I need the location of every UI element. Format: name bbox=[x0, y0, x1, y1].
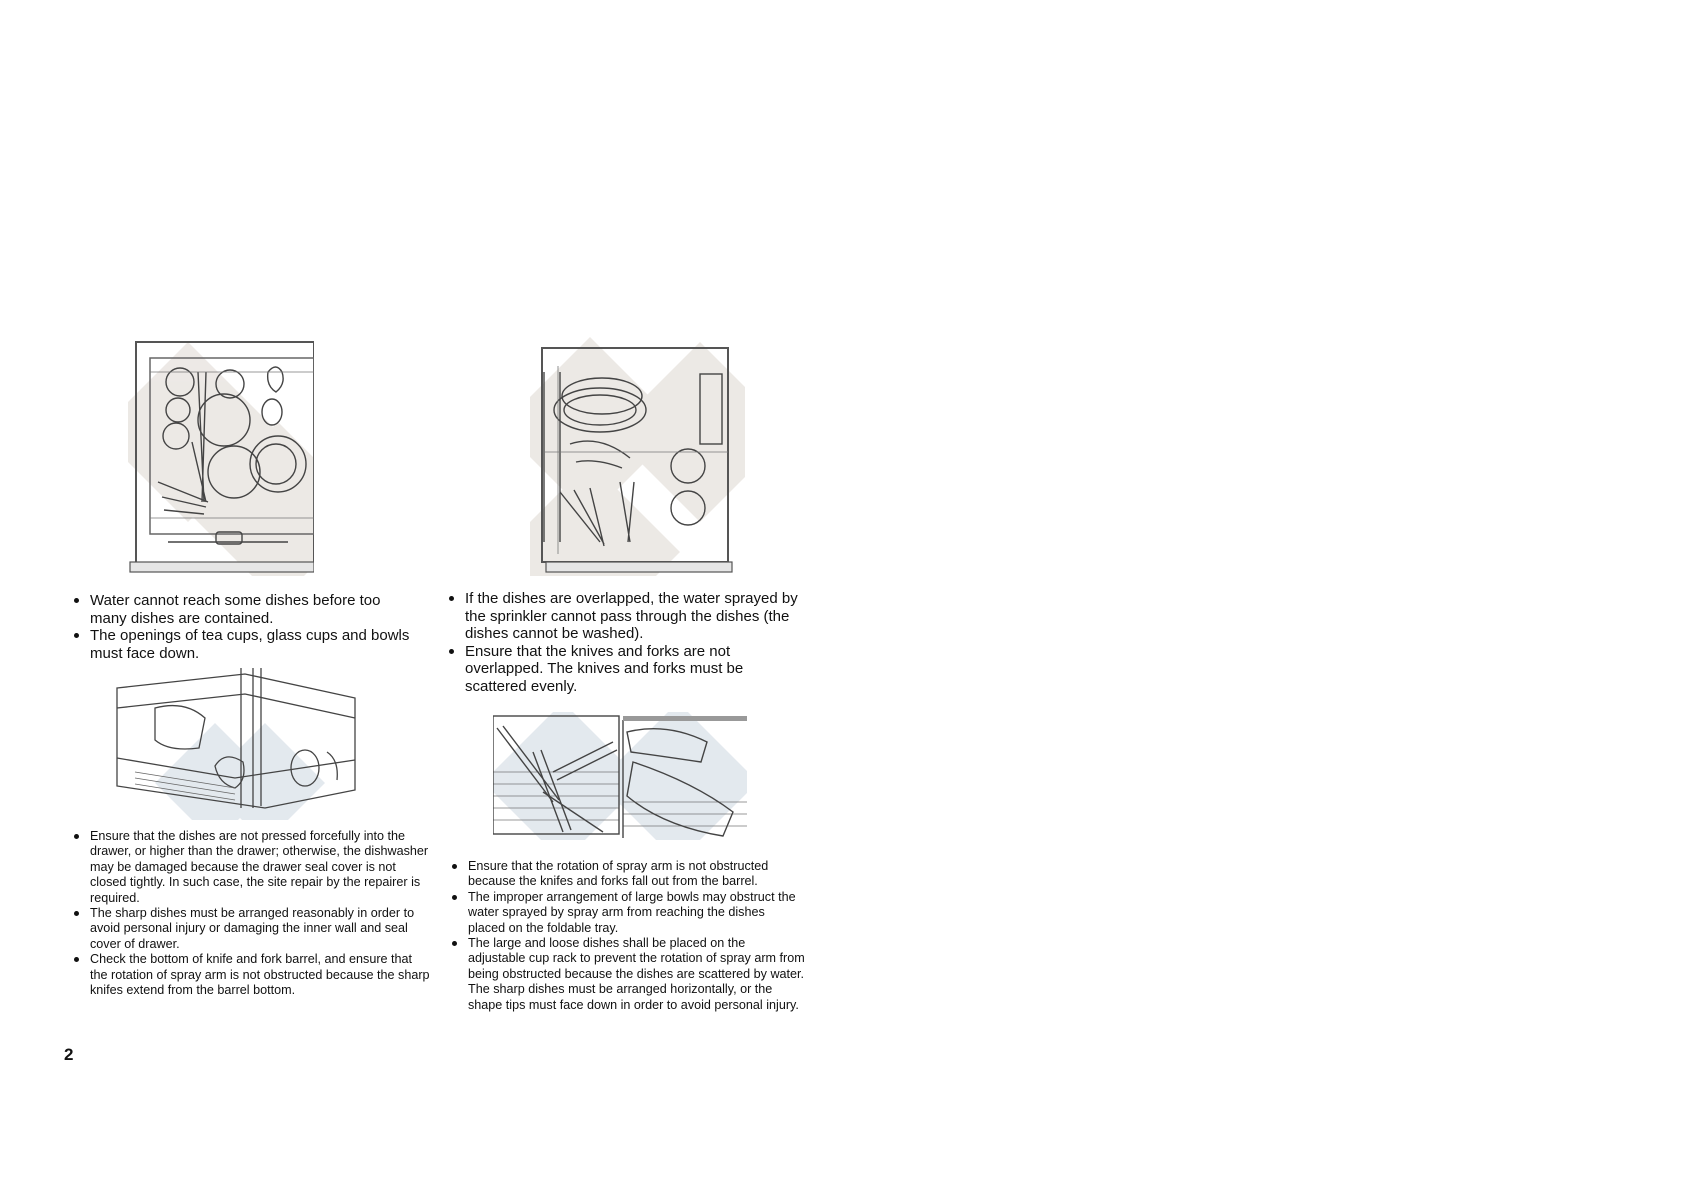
list-item: Ensure that the knives and forks are not overlapped. The knives and forks must be scattered evenly. bbox=[446, 643, 798, 696]
list-item: The openings of tea cups, glass cups and bowls must face down. bbox=[71, 627, 419, 662]
drawer-top-view-full bbox=[128, 332, 314, 576]
page-number: 2 bbox=[64, 1045, 74, 1064]
cutlery-basket-illustration bbox=[493, 712, 747, 840]
drawer-top-view-rack bbox=[530, 332, 745, 576]
left-intro-list bbox=[71, 592, 419, 662]
list-item: Water cannot reach some dishes before too many dishes are contained. bbox=[71, 592, 419, 627]
list-item: If the dishes are overlapped, the water sprayed by the sprinkler cannot pass through the dishes (the dishes cannot be washed). bbox=[446, 590, 798, 643]
dishwasher-drawer-illustration bbox=[128, 332, 314, 576]
list-item: The sharp dishes must be arranged reasonably in order to avoid personal injury or damaging the inner wall and seal cover of drawer. bbox=[71, 906, 431, 952]
list-item: The large and loose dishes shall be placed on the adjustable cup rack to prevent the rotation of spray arm from being obstructed because the dishes are scattered by water. The sharp dishes must be arranged horizontally, or the shape tips must face down in order to avoid personal injury. bbox=[449, 936, 805, 1013]
list-item: Ensure that the dishes are not pressed forcefully into the drawer, or higher than the drawer; otherwise, the dishwasher may be damaged because the drawer seal cover is not closed tightly. In such case, the site repair by the repairer is required. bbox=[71, 829, 431, 906]
cups-face-down bbox=[115, 668, 360, 820]
dishwasher-drawer-illustration bbox=[530, 332, 745, 576]
list-item: The improper arrangement of large bowls may obstruct the water sprayed by spray arm from reaching the dishes placed on the foldable tray. bbox=[449, 890, 805, 936]
cup-rack-illustration bbox=[115, 668, 360, 820]
right-main-list bbox=[449, 859, 805, 1013]
left-main-list bbox=[71, 829, 431, 998]
cutlery-scattered bbox=[493, 712, 747, 840]
list-item: Ensure that the rotation of spray arm is not obstructed because the knifes and forks fall out from the barrel. bbox=[449, 859, 805, 890]
list-item: Check the bottom of knife and fork barrel, and ensure that the rotation of spray arm is not obstructed because the sharp knifes extend from the barrel bottom. bbox=[71, 952, 431, 998]
right-intro-list bbox=[446, 590, 798, 695]
